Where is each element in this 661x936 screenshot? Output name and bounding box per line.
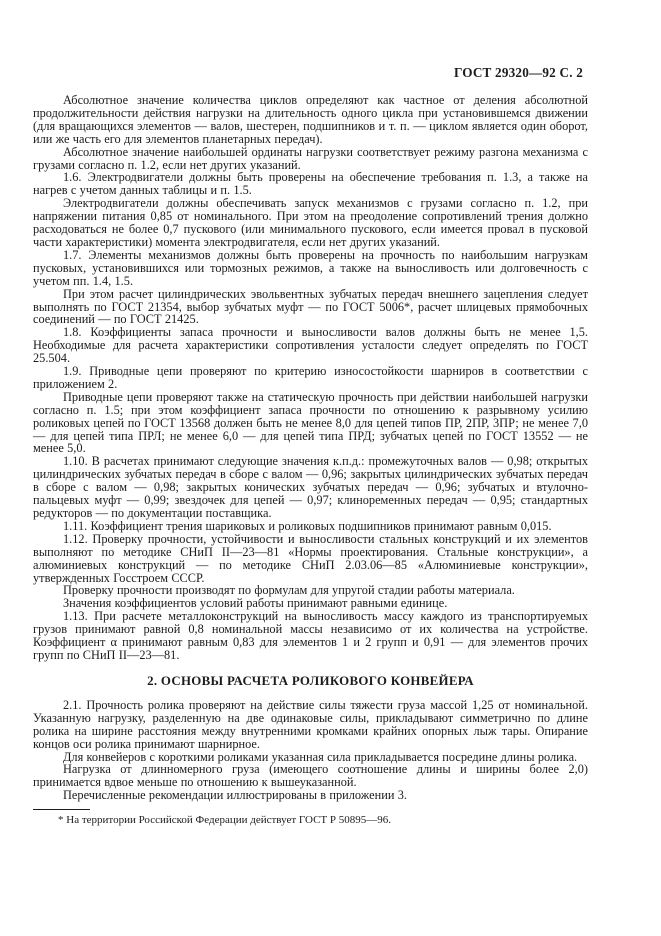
paragraph: Электродвигатели должны обеспечивать запуск механизмов с грузами согласно п. 1.2, при напряжении питания 0,85 от номинального. При этом на преодоление сопротивлений трения должно расходоваться не более 0,7 пускового (или минимального пускового, если имеется провал в пусковой части характеристики) момента электродвигателя, если нет других указаний. — [33, 196, 588, 249]
paragraph-clause-1-12: 1.12. Проверку прочности, устойчивости и выносливости стальных конструкций и их элементов выполняют по методике СНиП II—23—81 «Нормы проектирования. Стальные конструкции», а алюминиевых конструкций — по методике СНиП 2.03.06—85 «Алюминиевые конструкции», утвержденных Госстроем СССР. — [33, 531, 588, 585]
text-column — [33, 66, 588, 826]
footnote-rule — [33, 809, 90, 810]
paragraph: Значения коэффициентов условий работы принимают равными единице. — [63, 596, 448, 611]
paragraph-clause-1-11: 1.11. Коэффициент трения шариковых и роликовых подшипников принимают равным 0,015. — [63, 518, 552, 533]
paragraph-clause-1-9: 1.9. Приводные цепи проверяют по критерию износостойкости шарниров в соответствии с приложением 2. — [33, 364, 588, 391]
paragraph-clause-1-10: 1.10. В расчетах принимают следующие значения к.п.д.: промежуточных валов — 0,98; открытых цилиндрических зубчатых передач в сборе с валом — 0,96; закрытых цилиндрических зубчатых передач в сборе с валом — 0,98; закрытых конических зубчатых передач — 0,96; зубчатых и втулочно-пальцевых муфт — 0,99; звездочек для цепей — 0,97; клиноременных передач — 0,95; стандартных редукторов — по документации поставщика. — [33, 454, 588, 520]
paragraph-clause-1-13: 1.13. При расчете металлоконструкций на выносливость массу каждого из транспортируемых грузов принимают равной 0,8 номинальной массы независимо от их количества на устройстве. Коэффициент α принимают равным 0,83 для элементов 1 и 2 групп и 0,91 — для элементов прочих групп по СНиП II—23—81. — [33, 609, 588, 662]
paragraph: Нагрузка от длинномерного груза (имеющего соотношение длины и ширины более 2,0) принимается вдвое меньше по отношению к вышеуказанной. — [33, 762, 588, 790]
paragraph: Перечисленные рекомендации иллюстрированы в приложении 3. — [63, 788, 408, 803]
footnote-text: * На территории Российской Федерации действует ГОСТ Р 50895—96. — [58, 814, 392, 827]
paragraph: Абсолютное значение количества циклов определяют как частное от деления абсолютной продолжительности действия нагрузки на длительность одного цикла при установившемся движении (для вращающихся элементов — валов, шестерен, подшипников и т. п. — циклом является один оборот, или же часть его для элементов планетарных передач). — [33, 93, 588, 146]
paragraph-clause-1-8: 1.8. Коэффициенты запаса прочности и выносливости валов должны быть не менее 1,5. Необходимые для расчета характеристики сопротивления усталости следует определять по ГОСТ 25.504. — [33, 325, 588, 366]
paragraph: Приводные цепи проверяют также на статическую прочность при действии наибольшей нагрузки согласно п. 1.5; при этом коэффициент запаса прочности по отношению к разрывному усилию роликовых цепей по ГОСТ 13568 должен быть не менее 8,0 для цепей типов ПР, 2ПР, 3ПР; не менее 7,0 — для цепей типа ПРЛ; не менее 6,0 — для цепей типа ПРД; зубчатых цепей по ГОСТ 13552 — не менее 5,0. — [33, 389, 588, 456]
paragraph: При этом расчет цилиндрических эвольвентных зубчатых передач внешнего зацепления следует выполнять по ГОСТ 21354, выбор зубчатых муфт — по ГОСТ 5006*, расчет шлицевых прямобочных соединений — по ГОСТ 21425. — [33, 286, 588, 327]
paragraph: Для конвейеров с короткими роликами указанная сила прикладывается посредине длины ролика. — [63, 749, 578, 764]
section2-heading: 2. ОСНОВЫ РАСЧЕТА РОЛИКОВОГО КОНВЕЙЕРА — [147, 673, 474, 688]
paragraph: Проверку прочности производят по формулам для упругой стадии работы материала. — [63, 583, 515, 598]
paragraph-clause-2-1: 2.1. Прочность ролика проверяют на действие силы тяжести груза массой 1,25 от номинальной. Указанную нагрузку, разделенную на две одинаковые силы, прикладывают симметрично по длине ролика на ширине расстояния между внутренними кромками крайних опорных лыж тары. Опирание концов оси ролика принимают шарнирное. — [33, 697, 588, 751]
paragraph-clause-1-7: 1.7. Элементы механизмов должны быть проверены на прочность по наибольшим нагрузкам пусковых, установившихся или тормозных режимов, а также на выносливость или долговечность с учетом пп. 1.4, 1.5. — [33, 247, 588, 288]
page-header: ГОСТ 29320—92 С. 2 — [453, 65, 583, 80]
paragraph-clause-1-6: 1.6. Электродвигатели должны быть проверены на обеспечение требования п. 1.3, а также на нагрев с учетом данных таблицы и п. 1.5. — [33, 170, 588, 198]
paragraph: Абсолютное значение наибольшей ординаты нагрузки соответствует режиму разгона механизма с грузами согласно п. 1.2, если нет других указаний. — [33, 144, 588, 172]
